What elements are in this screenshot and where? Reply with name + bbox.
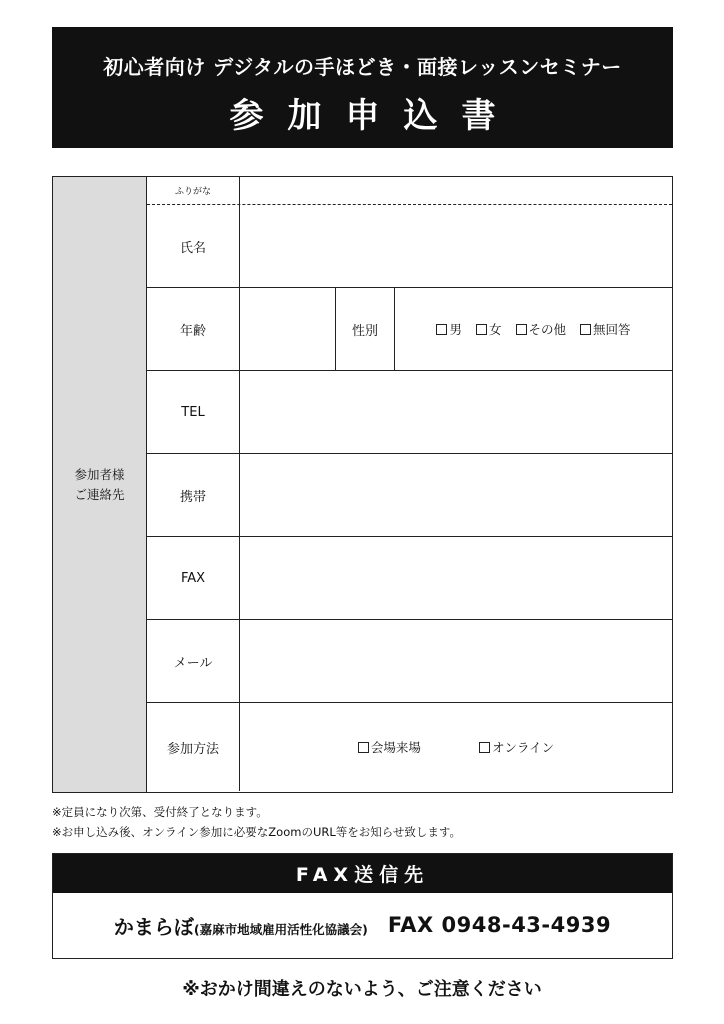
mobile-label: 携帯 <box>147 454 240 536</box>
name-row <box>147 205 672 288</box>
fax-row <box>147 537 672 620</box>
fax-heading: FAX送信先 <box>53 854 672 893</box>
org-sub: (嘉麻市地域雇用活性化協議会) <box>193 921 368 937</box>
method-label: 参加方法 <box>147 703 240 791</box>
tel-row <box>147 371 672 454</box>
page-title: 参加申込書 <box>229 96 520 136</box>
name-field[interactable] <box>240 205 672 287</box>
tel-label: TEL <box>147 371 240 453</box>
method-option-online[interactable]: オンライン <box>479 738 554 756</box>
notes <box>52 802 461 842</box>
org-name: かまらぼ <box>113 914 194 939</box>
gender-options <box>395 288 672 370</box>
method-option-venue[interactable]: 会場来場 <box>358 738 421 756</box>
gender-option-no-answer[interactable]: 無回答 <box>580 320 631 338</box>
side-label-line1: 参加者様 <box>74 466 125 482</box>
checkbox-icon <box>479 742 490 753</box>
age-field[interactable] <box>240 288 335 370</box>
email-field[interactable] <box>240 620 672 702</box>
checkbox-icon <box>358 742 369 753</box>
tel-field[interactable] <box>240 371 672 453</box>
age-gender-row <box>147 288 672 371</box>
checkbox-icon <box>476 324 487 335</box>
email-label: メール <box>147 620 240 702</box>
fax-destination <box>52 853 673 959</box>
checkbox-icon <box>516 324 527 335</box>
mobile-row <box>147 454 672 537</box>
furigana-row <box>147 177 672 205</box>
application-form <box>52 176 673 793</box>
page-header <box>52 27 673 148</box>
method-row <box>147 703 672 791</box>
fax-field[interactable] <box>240 537 672 619</box>
checkbox-icon <box>580 324 591 335</box>
fax-label: FAX <box>147 537 240 619</box>
furigana-field[interactable] <box>240 177 672 204</box>
gender-option-other[interactable]: その他 <box>516 320 567 338</box>
email-row <box>147 620 672 703</box>
age-label: 年齢 <box>147 288 240 370</box>
name-label: 氏名 <box>147 205 240 287</box>
note-line: ※定員になり次第、受付終了となります。 <box>52 805 268 819</box>
note-line: ※お申し込み後、オンライン参加に必要なZoomのURL等をお知らせ致します。 <box>52 825 461 839</box>
footer-warning: ※おかけ間違えのないよう、ご注意ください <box>182 979 542 1000</box>
furigana-label: ふりがな <box>147 177 240 204</box>
gender-label: 性別 <box>335 288 395 370</box>
gender-option-female[interactable]: 女 <box>476 320 502 338</box>
form-section-label <box>53 177 147 792</box>
gender-option-male[interactable]: 男 <box>436 320 462 338</box>
method-options <box>240 703 672 791</box>
checkbox-icon <box>436 324 447 335</box>
mobile-field[interactable] <box>240 454 672 536</box>
fax-number: FAX 0948-43-4939 <box>387 913 612 937</box>
side-label-line2: ご連絡先 <box>74 486 125 502</box>
seminar-title: 初心者向け デジタルの手ほどき・面接レッスンセミナー <box>103 55 622 79</box>
